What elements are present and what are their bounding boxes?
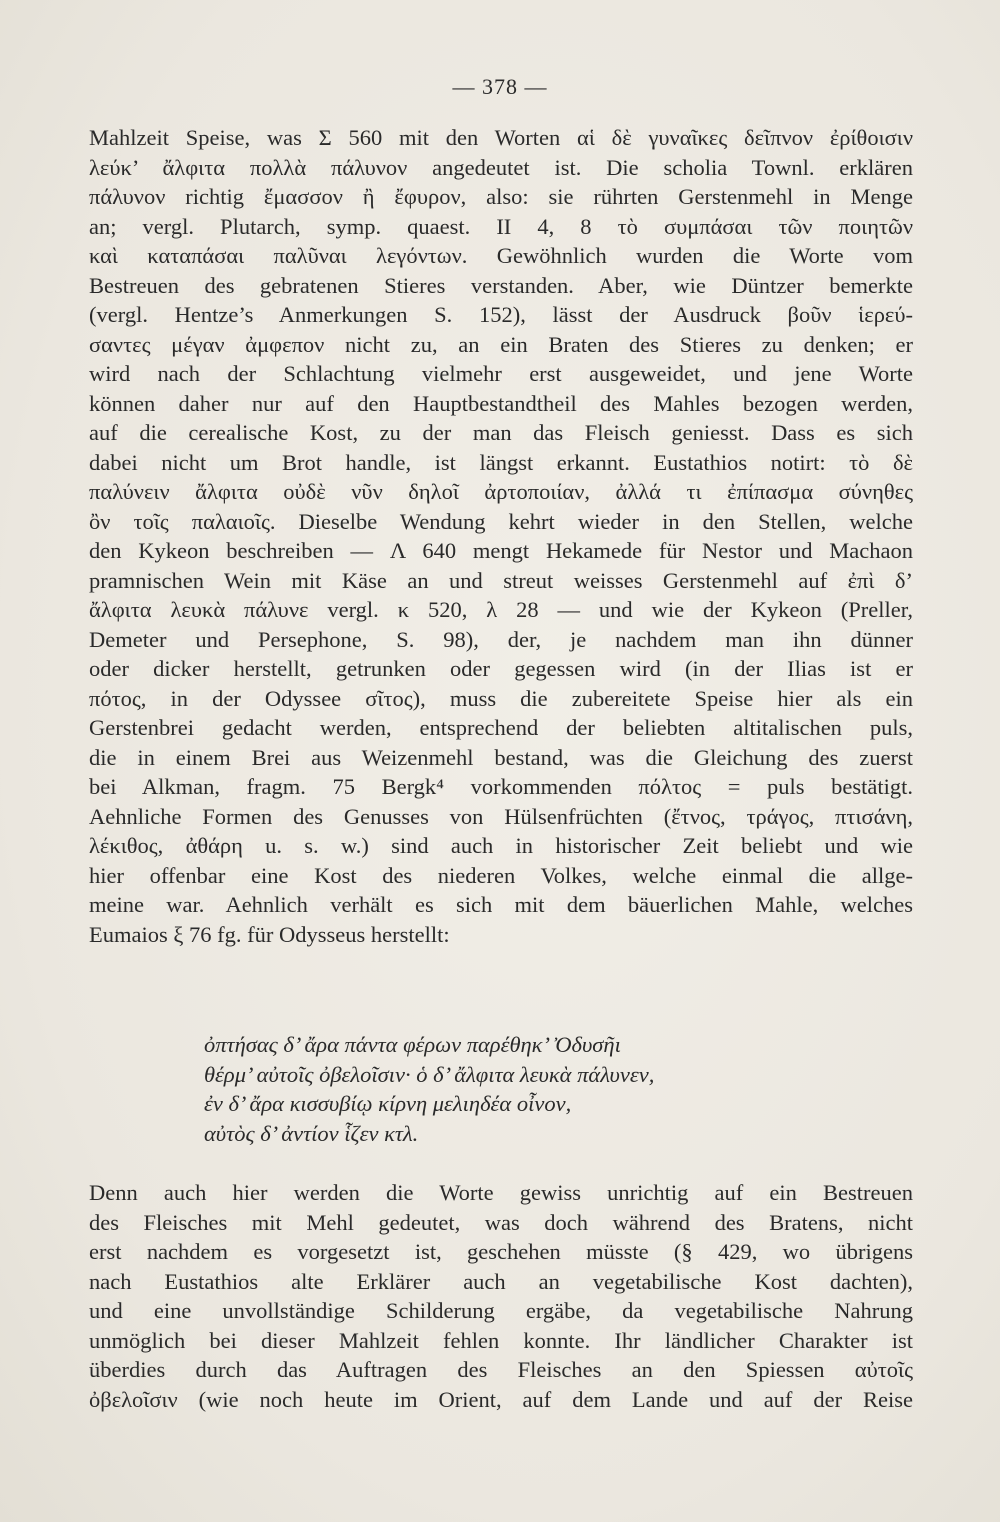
paragraph-2 bbox=[89, 1178, 913, 1414]
text-line: nach Eustathios alte Erklärer auch an vegetabilische Kost dachten), bbox=[89, 1268, 913, 1294]
text-line: ἄλφιτα λευκὰ πάλυνε vergl. κ 520, λ 28 — und wie der Kykeon (Preller, bbox=[89, 597, 913, 622]
text-line: erst nachdem es vorgesetzt ist, geschehen müsste (§ 429, wo übrigens bbox=[89, 1239, 913, 1264]
greek-verse-quote bbox=[204, 1030, 804, 1148]
text-line: Mahlzeit Speise, was Σ 560 mit den Worten αἱ δὲ γυναῖκες δεῖπνον ἐρίθοισιν bbox=[89, 125, 913, 150]
text-line: ὀβελοῖσιν (wie noch heute im Orient, auf dem Lande und auf der Reise bbox=[89, 1386, 913, 1412]
text-line: ὂν τοῖς παλαιοῖς. Dieselbe Wendung kehrt wieder in den Stellen, welche bbox=[89, 508, 913, 534]
text-line: Denn auch hier werden die Worte gewiss unrichtig auf ein Bestreuen bbox=[89, 1180, 913, 1205]
text-line: Demeter und Persephone, S. 98), der, je nachdem man ihn dünner bbox=[89, 626, 913, 652]
text-line: überdies durch das Auftragen des Fleisches an den Spiessen αὐτοῖς bbox=[89, 1357, 913, 1382]
verse-line: ἐν δ’ ἄρα κισσυβίῳ κίρνη μελιηδέα οἶνον, bbox=[204, 1091, 572, 1116]
text-line: καὶ καταπάσαι παλῦναι λεγόντων. Gewöhnlich wurden die Worte vom bbox=[89, 243, 913, 268]
page-number: — 378 — bbox=[452, 74, 548, 99]
text-line: (vergl. Hentze’s Anmerkungen S. 152), lässt der Ausdruck βοῦν ἱερεύ- bbox=[89, 302, 913, 327]
text-line: πότος, in der Odyssee σῖτος), muss die zubereitete Speise hier als ein bbox=[89, 685, 913, 711]
text-line: den Kykeon beschreiben — Λ 640 mengt Hekamede für Nestor und Machaon bbox=[89, 538, 913, 563]
verse-line: ὀπτήσας δ’ ἄρα πάντα φέρων παρέθηκ’ Ὀδυσῆι bbox=[204, 1032, 621, 1057]
text-line: Eumaios ξ 76 fg. für Odysseus herstellt: bbox=[89, 921, 450, 947]
text-line: die in einem Brei aus Weizenmehl bestand, was die Gleichung des zuerst bbox=[89, 744, 913, 770]
text-line: Gerstenbrei gedacht werden, entsprechend der beliebten altitalischen puls, bbox=[89, 715, 913, 740]
text-line: des Fleisches mit Mehl gedeutet, was doch während des Bratens, nicht bbox=[89, 1209, 913, 1235]
paragraph-1 bbox=[89, 123, 913, 949]
text-line: oder dicker herstellt, getrunken oder gegessen wird (in der Ilias ist er bbox=[89, 656, 913, 681]
text-line: können daher nur auf den Hauptbestandtheil des Mahles bezogen werden, bbox=[89, 390, 913, 416]
text-line: σαντες μέγαν ἀμφεπον nicht zu, an ein Braten des Stieres zu denken; er bbox=[89, 331, 913, 357]
text-line: bei Alkman, fragm. 75 Bergk⁴ vorkommenden πόλτος = puls bestätigt. bbox=[89, 774, 913, 799]
verse-line: αὐτὸς δ’ ἀντίον ἷζεν κτλ. bbox=[204, 1120, 419, 1146]
text-line: πάλυνον richtig ἔμασσον ἢ ἔφυρον, also: sie rührten Gerstenmehl in Menge bbox=[89, 184, 913, 209]
text-line: unmöglich bei dieser Mahlzeit fehlen konnte. Ihr ländlicher Charakter ist bbox=[89, 1327, 913, 1353]
text-line: Bestreuen des gebratenen Stieres verstanden. Aber, wie Düntzer bemerkte bbox=[89, 272, 913, 298]
text-line: λεύκ’ ἄλφιτα πολλὰ πάλυνον angedeutet ist. Die scholia Townl. erklären bbox=[89, 154, 913, 180]
text-line: meine war. Aehnlich verhält es sich mit dem bäuerlichen Mahle, welches bbox=[89, 892, 913, 917]
text-line: wird nach der Schlachtung vielmehr erst ausgeweidet, und jene Worte bbox=[89, 361, 913, 386]
text-line: Aehnliche Formen des Genusses von Hülsenfrüchten (ἔτνος, τράγος, πτισάνη, bbox=[89, 803, 913, 829]
text-line: hier offenbar eine Kost des niederen Volkes, welche einmal die allge- bbox=[89, 862, 913, 888]
verse-line: θέρμ’ αὐτοῖς ὀβελοῖσιν· ὁ δ’ ἄλφιτα λευκὰ πάλυνεν, bbox=[204, 1061, 655, 1087]
text-line: παλύνειν ἄλφιτα οὐδὲ νῦν δηλοῖ ἀρτοποιίαν, ἀλλά τι ἐπίπασμα σύνηθες bbox=[89, 479, 913, 504]
text-line: an; vergl. Plutarch, symp. quaest. II 4, 8 τὸ συμπάσαι τῶν ποιητῶν bbox=[89, 213, 913, 239]
text-line: pramnischen Wein mit Käse an und streut weisses Gerstenmehl auf ἐπὶ δ’ bbox=[89, 567, 913, 593]
text-line: und eine unvollständige Schilderung ergäbe, da vegetabilische Nahrung bbox=[89, 1298, 913, 1323]
text-line: λέκιθος, ἀθάρη u. s. w.) sind auch in historischer Zeit beliebt und wie bbox=[89, 833, 913, 858]
text-line: dabei nicht um Brot handle, ist längst erkannt. Eustathios notirt: τὸ δὲ bbox=[89, 449, 913, 475]
text-line: auf die cerealische Kost, zu der man das Fleisch geniesst. Dass es sich bbox=[89, 420, 913, 445]
